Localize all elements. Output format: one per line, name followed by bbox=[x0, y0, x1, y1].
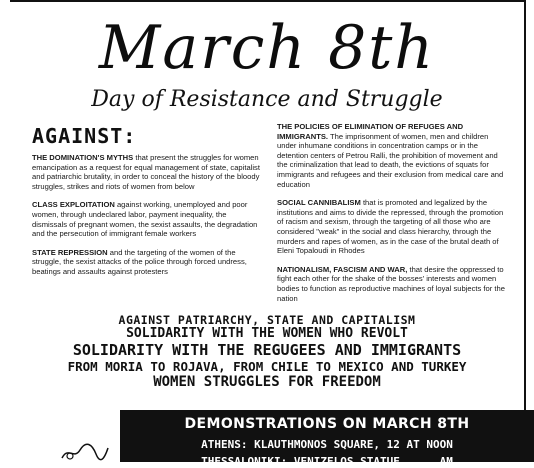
paragraph-text: against working, unemployed and poor women, through undeclared labor, payment inequality, the dismissals of pregnant women, the sexist assaults, the degradation and the persecution of immigrant female workers bbox=[32, 200, 258, 239]
paragraph-lead: NATIONALISM, FASCISM AND WAR, bbox=[277, 264, 408, 274]
slogans-block bbox=[0, 314, 534, 390]
paragraph-domination-myths bbox=[32, 153, 260, 191]
paragraph-text: that desire the oppressed to fight each other for the shake of the bosses' interests and women bodies to function as reproductive machines of loyal subjects for the nation bbox=[277, 264, 505, 303]
paragraph-lead: THE POLICIES OF ELIMINATION OF REFUGES AND IMMIGRANTS. bbox=[277, 122, 464, 141]
poster-title: March 8th bbox=[98, 13, 436, 83]
slogan-line: SOLIDARITY WITH THE WOMEN WHO REVOLT bbox=[126, 326, 408, 341]
paragraph-refugee-policies bbox=[277, 122, 505, 189]
right-column bbox=[277, 122, 505, 312]
paragraph-class-exploitation bbox=[32, 200, 260, 238]
against-heading: AGAINST: bbox=[32, 124, 137, 148]
demonstrations-title: DEMONSTRATIONS ON MARCH 8TH bbox=[184, 416, 470, 432]
paragraph-lead: SOCIAL CANNIBALISM bbox=[277, 198, 361, 208]
paragraph-nationalism bbox=[277, 265, 505, 303]
poster-border-top bbox=[10, 0, 524, 2]
slogan-line: SOLIDARITY WITH THE REGUGEES AND IMMIGRANTS bbox=[72, 341, 462, 359]
paragraph-lead: THE DOMINATION'S MYTHS bbox=[32, 153, 134, 162]
paragraph-lead: STATE REPRESSION bbox=[32, 247, 108, 257]
paragraph-social-cannibalism bbox=[277, 198, 505, 256]
poster-subtitle: Day of Resistance and Struggle bbox=[91, 87, 443, 112]
thessaloniki-location: THESSALONIKI: VENIZELOS STATUE, ... AM bbox=[201, 455, 453, 468]
left-column bbox=[32, 125, 260, 286]
paragraph-text: The imprisonment of women, men and children under inhumane conditions in concentration camps or in the detention centers of Petrou Ralli, the prohibition of movement and the criminalization that lead to death, the evictions of squats for immigrants and refugees and their exclusion from medical care and education bbox=[277, 131, 504, 189]
slogan-line: WOMEN STRUGGLES FOR FREEDOM bbox=[153, 374, 381, 390]
paragraph-text: that present the struggles for women emancipation as a request for equal management of state, capitalist and patriarchic brutality, in order to conceal the history of the bloody struggles, strikes and riots of women from below bbox=[32, 153, 260, 191]
athens-location: ATHENS: KLAUTHMONOS SQUARE, 12 AT NOON bbox=[201, 438, 453, 451]
demonstrations-box bbox=[120, 410, 534, 468]
paragraph-state-repression bbox=[32, 248, 260, 277]
slogan-line: FROM MORIA TO ROJAVA, FROM CHILE TO MEXICO AND TURKEY bbox=[67, 359, 467, 374]
decorative-scribble-icon bbox=[60, 440, 110, 462]
paragraph-text: that is promoted and legalized by the institutions and aims to divide the repressed, through the promotion of racism and sexism, through the targeting of all those who are considered "weak" in the social and class hierarchy, through the murders and rapes of women, as in the case of the brutal death of Eleni Topaloudi in Rhodes bbox=[277, 198, 504, 256]
paragraph-lead: CLASS EXPLOITATION bbox=[32, 200, 115, 210]
paragraph-text: and the targeting of the women of the struggle, the sexist attacks of the police through forced undress, beatings and assaults against protesters bbox=[32, 247, 247, 276]
slogan-line: AGAINST PATRIARCHY, STATE AND CAPITALISM bbox=[118, 313, 416, 327]
